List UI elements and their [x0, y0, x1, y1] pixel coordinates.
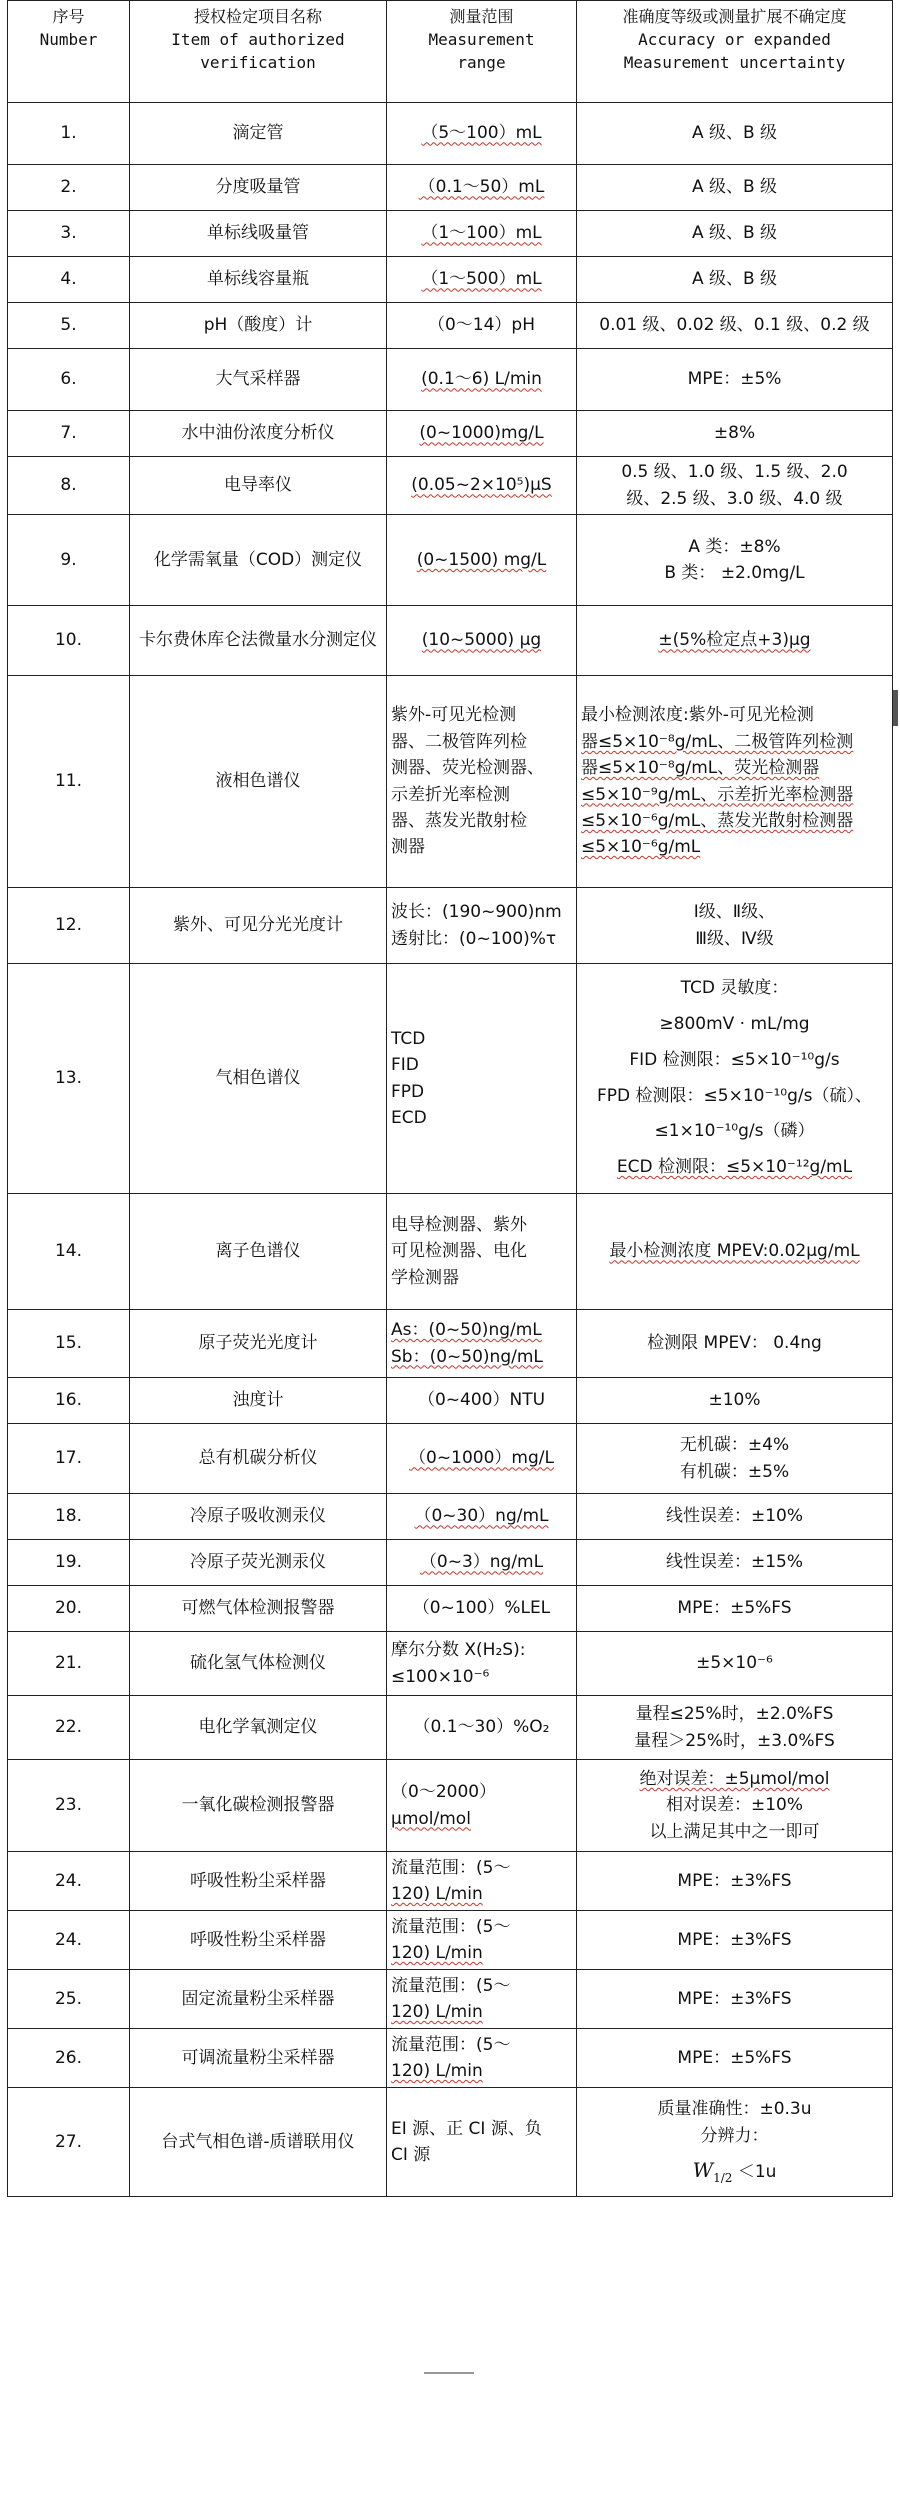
- row-number: 22.: [8, 1696, 130, 1760]
- range-line: （0~100）%LEL: [412, 1598, 551, 1619]
- row-measurement-range: [387, 257, 577, 303]
- row-item-name: 原子荧光光度计: [130, 1310, 387, 1378]
- row-measurement-range: [387, 1494, 577, 1540]
- accuracy-line: ≤5×10⁻⁹g/mL、示差折光率检测器: [581, 784, 854, 805]
- row-accuracy: [577, 211, 893, 257]
- row-number: 6.: [8, 349, 130, 411]
- row-accuracy: [577, 1760, 893, 1852]
- table-row: [8, 349, 893, 411]
- row-item-name: 液相色谱仪: [130, 676, 387, 888]
- row-accuracy: [577, 1632, 893, 1696]
- accuracy-line: 绝对误差：±5μmol/mol: [639, 1768, 830, 1789]
- row-accuracy: [577, 1696, 893, 1760]
- table-row: [8, 1696, 893, 1760]
- table-body: [8, 103, 893, 2197]
- range-line: (0~1500) mg/L: [416, 549, 547, 570]
- range-line: （0~3）ng/mL: [419, 1552, 544, 1573]
- accuracy-line: ±10%: [708, 1390, 761, 1411]
- range-line: 学检测器: [391, 1267, 459, 1288]
- row-accuracy: [577, 1424, 893, 1494]
- page-footer-line: [424, 2372, 474, 2374]
- table-row: [8, 1586, 893, 1632]
- row-measurement-range: [387, 515, 577, 606]
- row-number: 17.: [8, 1424, 130, 1494]
- row-number: 5.: [8, 303, 130, 349]
- row-number: 24.: [8, 1911, 130, 1970]
- row-accuracy: [577, 1310, 893, 1378]
- row-accuracy: [577, 103, 893, 165]
- accuracy-line: 0.01 级、0.02 级、0.1 级、0.2 级: [599, 315, 870, 336]
- range-line: 示差折光率检测: [391, 784, 510, 805]
- accuracy-line: A 级、B 级: [691, 269, 778, 290]
- accuracy-line: ≤5×10⁻⁶g/mL、蒸发光散射检测器: [581, 810, 854, 831]
- table-row: [8, 606, 893, 676]
- range-line: (10~5000) μg: [421, 630, 542, 651]
- table-row: [8, 457, 893, 515]
- row-accuracy: [577, 165, 893, 211]
- row-item-name: 呼吸性粉尘采样器: [130, 1911, 387, 1970]
- row-accuracy: [577, 1194, 893, 1310]
- table-row: [8, 964, 893, 1194]
- row-item-name: 气相色谱仪: [130, 964, 387, 1194]
- row-number: 24.: [8, 1852, 130, 1911]
- accuracy-line: A 类：±8%: [688, 536, 781, 557]
- table-row: [8, 411, 893, 457]
- row-measurement-range: [387, 165, 577, 211]
- range-line: Sb：(0~50)ng/mL: [391, 1346, 543, 1367]
- row-measurement-range: [387, 1911, 577, 1970]
- row-number: 12.: [8, 888, 130, 964]
- row-accuracy: [577, 2029, 893, 2088]
- range-line: ECD: [391, 1107, 427, 1128]
- row-number: 27.: [8, 2088, 130, 2197]
- row-accuracy: [577, 1586, 893, 1632]
- row-measurement-range: [387, 888, 577, 964]
- verification-items-table: [7, 0, 893, 2197]
- table-row: [8, 1424, 893, 1494]
- row-number: 7.: [8, 411, 130, 457]
- range-line: 流量范围：(5～: [391, 1975, 511, 1996]
- table-row: [8, 2029, 893, 2088]
- row-accuracy: [577, 964, 893, 1194]
- accuracy-line: 以上满足其中之一即可: [649, 1821, 820, 1842]
- row-item-name: 单标线容量瓶: [130, 257, 387, 303]
- accuracy-line: A 级、B 级: [691, 177, 778, 198]
- row-item-name: 固定流量粉尘采样器: [130, 1970, 387, 2029]
- accuracy-line: 级、2.5 级、3.0 级、4.0 级: [626, 488, 843, 509]
- accuracy-line: ±8%: [713, 423, 756, 444]
- row-item-name: 一氧化碳检测报警器: [130, 1760, 387, 1852]
- row-number: 10.: [8, 606, 130, 676]
- row-item-name: 滴定管: [130, 103, 387, 165]
- row-number: 23.: [8, 1760, 130, 1852]
- accuracy-line: MPE：±3%FS: [677, 1870, 792, 1891]
- table-row: [8, 1760, 893, 1852]
- row-number: 11.: [8, 676, 130, 888]
- row-item-name: 硫化氢气体检测仪: [130, 1632, 387, 1696]
- row-measurement-range: [387, 1696, 577, 1760]
- row-accuracy: [577, 1540, 893, 1586]
- row-measurement-range: [387, 1852, 577, 1911]
- range-line: ≤100×10⁻⁶: [391, 1666, 490, 1687]
- range-line: （0~30）ng/mL: [414, 1506, 549, 1527]
- row-item-name: 冷原子吸收测汞仪: [130, 1494, 387, 1540]
- row-item-name: 单标线吸量管: [130, 211, 387, 257]
- accuracy-line: MPE：±5%FS: [677, 2047, 792, 2068]
- range-line: （0~400）NTU: [417, 1390, 546, 1411]
- accuracy-line: 相对误差：±10%: [665, 1795, 804, 1816]
- table-header: [8, 1, 893, 103]
- accuracy-line: ±(5%检定点+3)μg: [658, 630, 811, 651]
- table-row: [8, 303, 893, 349]
- table-row: [8, 1194, 893, 1310]
- range-line: 120) L/min: [391, 1884, 483, 1904]
- accuracy-line: 线性误差：±15%: [665, 1552, 804, 1573]
- range-line: 流量范围：(5～: [391, 1916, 511, 1937]
- range-line: 摩尔分数 X(H₂S):: [391, 1640, 526, 1661]
- table-row: [8, 676, 893, 888]
- accuracy-line: 线性误差：±10%: [665, 1506, 804, 1527]
- range-line: (0.1～6) L/min: [421, 369, 542, 390]
- range-line: 测器: [391, 837, 425, 858]
- range-line: 器、蒸发光散射检: [391, 810, 527, 831]
- row-number: 26.: [8, 2029, 130, 2088]
- range-line: 流量范围：(5～: [391, 2034, 511, 2055]
- row-measurement-range: [387, 2029, 577, 2088]
- range-line: 流量范围：(5～: [391, 1857, 511, 1878]
- header-range: 测量范围 Measurement range: [387, 1, 577, 103]
- accuracy-line: $W_{1/2} <1u$: [581, 2155, 888, 2188]
- range-line: 120) L/min: [391, 2061, 483, 2081]
- row-accuracy: [577, 1852, 893, 1911]
- accuracy-line: 分辨力：: [700, 2125, 769, 2146]
- range-line: （0.1～50）mL: [418, 177, 545, 198]
- row-item-name: 台式气相色谱-质谱联用仪: [130, 2088, 387, 2197]
- row-measurement-range: [387, 1540, 577, 1586]
- accuracy-line: MPE：±5%FS: [677, 1598, 792, 1619]
- row-item-name: 呼吸性粉尘采样器: [130, 1852, 387, 1911]
- accuracy-line: MPE：±5%: [687, 369, 782, 390]
- accuracy-line: Ⅲ级、Ⅳ级: [695, 928, 774, 949]
- header-accuracy: 准确度等级或测量扩展不确定度 Accuracy or expanded Measurement uncertainty: [577, 1, 893, 103]
- row-accuracy: [577, 1494, 893, 1540]
- row-accuracy: [577, 2088, 893, 2197]
- row-measurement-range: [387, 1378, 577, 1424]
- accuracy-line: 检测限 MPEV： 0.4ng: [647, 1333, 822, 1354]
- accuracy-line: FID 检测限：≤5×10⁻¹⁰g/s: [629, 1049, 840, 1070]
- row-number: 21.: [8, 1632, 130, 1696]
- row-item-name: 可燃气体检测报警器: [130, 1586, 387, 1632]
- header-item: 授权检定项目名称 Item of authorized verification: [130, 1, 387, 103]
- accuracy-line: ECD 检测限：≤5×10⁻¹²g/mL: [616, 1156, 853, 1177]
- row-accuracy: [577, 888, 893, 964]
- table-row: [8, 515, 893, 606]
- row-measurement-range: [387, 1194, 577, 1310]
- accuracy-line: 0.5 级、1.0 级、1.5 级、2.0: [621, 462, 848, 483]
- range-line: 透射比：(0~100)%τ: [391, 928, 557, 949]
- row-number: 3.: [8, 211, 130, 257]
- table-row: [8, 165, 893, 211]
- range-line: 波长：(190~900)nm: [391, 902, 562, 923]
- accuracy-line: TCD 灵敏度：: [680, 978, 789, 999]
- row-item-name: 大气采样器: [130, 349, 387, 411]
- range-line: （0～14）pH: [427, 315, 536, 336]
- row-measurement-range: [387, 2088, 577, 2197]
- row-measurement-range: [387, 211, 577, 257]
- table-row: [8, 1852, 893, 1911]
- table-row: [8, 1540, 893, 1586]
- row-item-name: 化学需氧量（COD）测定仪: [130, 515, 387, 606]
- accuracy-line: 无机碳：±4%: [679, 1435, 790, 1456]
- row-measurement-range: [387, 303, 577, 349]
- accuracy-line: A 级、B 级: [691, 223, 778, 244]
- row-item-name: 电导率仪: [130, 457, 387, 515]
- range-line: 120) L/min: [391, 1943, 483, 1963]
- row-measurement-range: [387, 411, 577, 457]
- row-number: 20.: [8, 1586, 130, 1632]
- row-measurement-range: [387, 676, 577, 888]
- table-row: [8, 211, 893, 257]
- accuracy-line: MPE：±3%FS: [677, 1929, 792, 1950]
- row-item-name: pH（酸度）计: [130, 303, 387, 349]
- range-line: （0.1～30）%O₂: [413, 1717, 550, 1738]
- row-item-name: 分度吸量管: [130, 165, 387, 211]
- accuracy-line: 量程＞25%时，±3.0%FS: [634, 1730, 835, 1751]
- row-accuracy: [577, 303, 893, 349]
- page-edge-mark: [893, 690, 898, 726]
- row-measurement-range: [387, 964, 577, 1194]
- range-line: 电导检测器、紫外: [391, 1214, 527, 1235]
- row-number: 18.: [8, 1494, 130, 1540]
- accuracy-line: 量程≤25%时，±2.0%FS: [635, 1704, 834, 1725]
- row-measurement-range: [387, 1632, 577, 1696]
- range-line: FID: [391, 1055, 419, 1076]
- accuracy-line: 质量准确性：±0.3u: [657, 2099, 812, 2120]
- accuracy-line: FPD 检测限：≤5×10⁻¹⁰g/s（硫）、: [597, 1085, 872, 1106]
- row-item-name: 冷原子荧光测汞仪: [130, 1540, 387, 1586]
- table-row: [8, 257, 893, 303]
- range-line: （1～500）mL: [421, 269, 542, 290]
- row-number: 19.: [8, 1540, 130, 1586]
- row-accuracy: [577, 411, 893, 457]
- accuracy-line: 器≤5×10⁻⁸g/mL、荧光检测器: [581, 758, 820, 779]
- accuracy-line: ≤1×10⁻¹⁰g/s（磷）: [654, 1121, 815, 1142]
- row-number: 4.: [8, 257, 130, 303]
- accuracy-line: B 类： ±2.0mg/L: [664, 563, 805, 583]
- accuracy-line: A 级、B 级: [691, 123, 778, 144]
- table-row: [8, 1970, 893, 2029]
- row-measurement-range: [387, 457, 577, 515]
- row-number: 2.: [8, 165, 130, 211]
- row-item-name: 浊度计: [130, 1378, 387, 1424]
- row-number: 14.: [8, 1194, 130, 1310]
- range-line: 器、二极管阵列检: [391, 731, 527, 752]
- range-line: 120) L/min: [391, 2002, 483, 2022]
- accuracy-line: ≥800mV · mL/mg: [659, 1014, 810, 1035]
- row-measurement-range: [387, 1310, 577, 1378]
- row-item-name: 紫外、可见分光光度计: [130, 888, 387, 964]
- table-row: [8, 1378, 893, 1424]
- range-line: (0.05~2×10⁵)μS: [411, 475, 552, 496]
- row-item-name: 总有机碳分析仪: [130, 1424, 387, 1494]
- row-item-name: 水中油份浓度分析仪: [130, 411, 387, 457]
- range-line: CI 源: [391, 2145, 431, 2165]
- table-row: [8, 103, 893, 165]
- range-line: EI 源、正 CI 源、负: [391, 2118, 542, 2139]
- range-line: FPD: [391, 1081, 425, 1102]
- row-measurement-range: [387, 103, 577, 165]
- row-number: 16.: [8, 1378, 130, 1424]
- table-row: [8, 1494, 893, 1540]
- range-line: 可见检测器、电化: [391, 1241, 527, 1262]
- row-item-name: 卡尔费休库仑法微量水分测定仪: [130, 606, 387, 676]
- range-line: 测器、荧光检测器、: [391, 758, 544, 779]
- range-line: TCD: [391, 1028, 426, 1049]
- row-measurement-range: [387, 349, 577, 411]
- range-line: （0～2000）: [391, 1782, 497, 1803]
- row-accuracy: [577, 676, 893, 888]
- row-number: 13.: [8, 964, 130, 1194]
- row-accuracy: [577, 1378, 893, 1424]
- range-line: （0~1000）mg/L: [409, 1448, 554, 1469]
- row-measurement-range: [387, 1970, 577, 2029]
- row-measurement-range: [387, 1424, 577, 1494]
- row-accuracy: [577, 257, 893, 303]
- row-accuracy: [577, 1970, 893, 2029]
- row-accuracy: [577, 606, 893, 676]
- row-accuracy: [577, 457, 893, 515]
- row-accuracy: [577, 349, 893, 411]
- range-line: As：(0~50)ng/mL: [391, 1320, 542, 1341]
- range-line: （1～100）mL: [421, 223, 542, 244]
- row-item-name: 离子色谱仪: [130, 1194, 387, 1310]
- row-item-name: 电化学氧测定仪: [130, 1696, 387, 1760]
- range-line: （5～100）mL: [421, 123, 542, 144]
- row-accuracy: [577, 1911, 893, 1970]
- row-number: 15.: [8, 1310, 130, 1378]
- accuracy-line: 器≤5×10⁻⁸g/mL、二极管阵列检测: [581, 731, 854, 752]
- range-line: (0~1000)mg/L: [419, 423, 544, 444]
- accuracy-line: 最小检测浓度 MPEV:0.02μg/mL: [609, 1241, 860, 1262]
- authorization-document: [7, 0, 892, 2197]
- accuracy-line: 最小检测浓度:紫外-可见光检测: [581, 705, 814, 726]
- row-item-name: 可调流量粉尘采样器: [130, 2029, 387, 2088]
- row-number: 1.: [8, 103, 130, 165]
- row-number: 9.: [8, 515, 130, 606]
- table-row: [8, 2088, 893, 2197]
- row-measurement-range: [387, 606, 577, 676]
- accuracy-line: MPE：±3%FS: [677, 1988, 792, 2009]
- accuracy-line: 有机碳：±5%: [679, 1461, 790, 1482]
- row-number: 25.: [8, 1970, 130, 2029]
- row-number: 8.: [8, 457, 130, 515]
- table-row: [8, 1310, 893, 1378]
- range-line: μmol/mol: [391, 1808, 471, 1829]
- accuracy-line: Ⅰ级、Ⅱ级、: [693, 902, 776, 923]
- table-row: [8, 1911, 893, 1970]
- row-measurement-range: [387, 1760, 577, 1852]
- table-row: [8, 888, 893, 964]
- row-accuracy: [577, 515, 893, 606]
- header-number: 序号 Number: [8, 1, 130, 103]
- range-line: 紫外-可见光检测: [391, 705, 517, 726]
- resolution-symbol: $W_{1/2}$: [692, 2158, 733, 2186]
- accuracy-line: ≤5×10⁻⁶g/mL: [581, 837, 701, 858]
- accuracy-line: ±5×10⁻⁶: [696, 1653, 773, 1674]
- row-measurement-range: [387, 1586, 577, 1632]
- table-row: [8, 1632, 893, 1696]
